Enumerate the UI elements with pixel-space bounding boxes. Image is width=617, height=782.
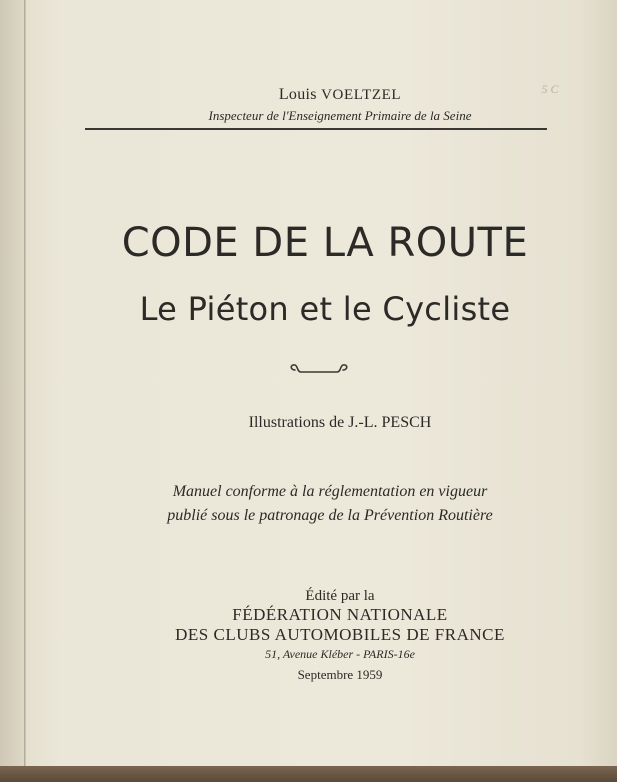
publication-date: Septembre 1959	[297, 667, 383, 682]
ornament-divider-icon	[287, 362, 351, 378]
author-role: Inspecteur de l'Enseignement Primaire de la Seine	[208, 108, 472, 123]
table-surface	[0, 766, 617, 782]
publisher-line2: DES CLUBS AUTOMOBILES DE FRANCE	[175, 625, 505, 644]
author-first-name: Louis	[278, 86, 317, 103]
edited-by: Édité par la	[305, 588, 375, 604]
author-last-name: VOELTZEL	[321, 87, 402, 103]
book-title: CODE DE LA ROUTE	[121, 220, 529, 266]
publisher-address: 51, Avenue Kléber - PARIS-16e	[265, 647, 415, 661]
author-name	[150, 86, 530, 104]
page-fold	[24, 0, 26, 766]
manual-description-line2: publié sous le patronage de la Prévention Routière	[167, 507, 493, 524]
previous-page-edge	[0, 0, 25, 766]
pencil-mark: 5 C	[541, 82, 559, 96]
publisher-line1: FÉDÉRATION NATIONALE	[232, 605, 448, 624]
book-subtitle: Le Piéton et le Cycliste	[139, 290, 511, 328]
header-rule	[85, 128, 547, 130]
manual-description-line1: Manuel conforme à la réglementation en vigueur	[172, 483, 488, 500]
illustrations-credit: Illustrations de J.-L. PESCH	[248, 414, 432, 431]
